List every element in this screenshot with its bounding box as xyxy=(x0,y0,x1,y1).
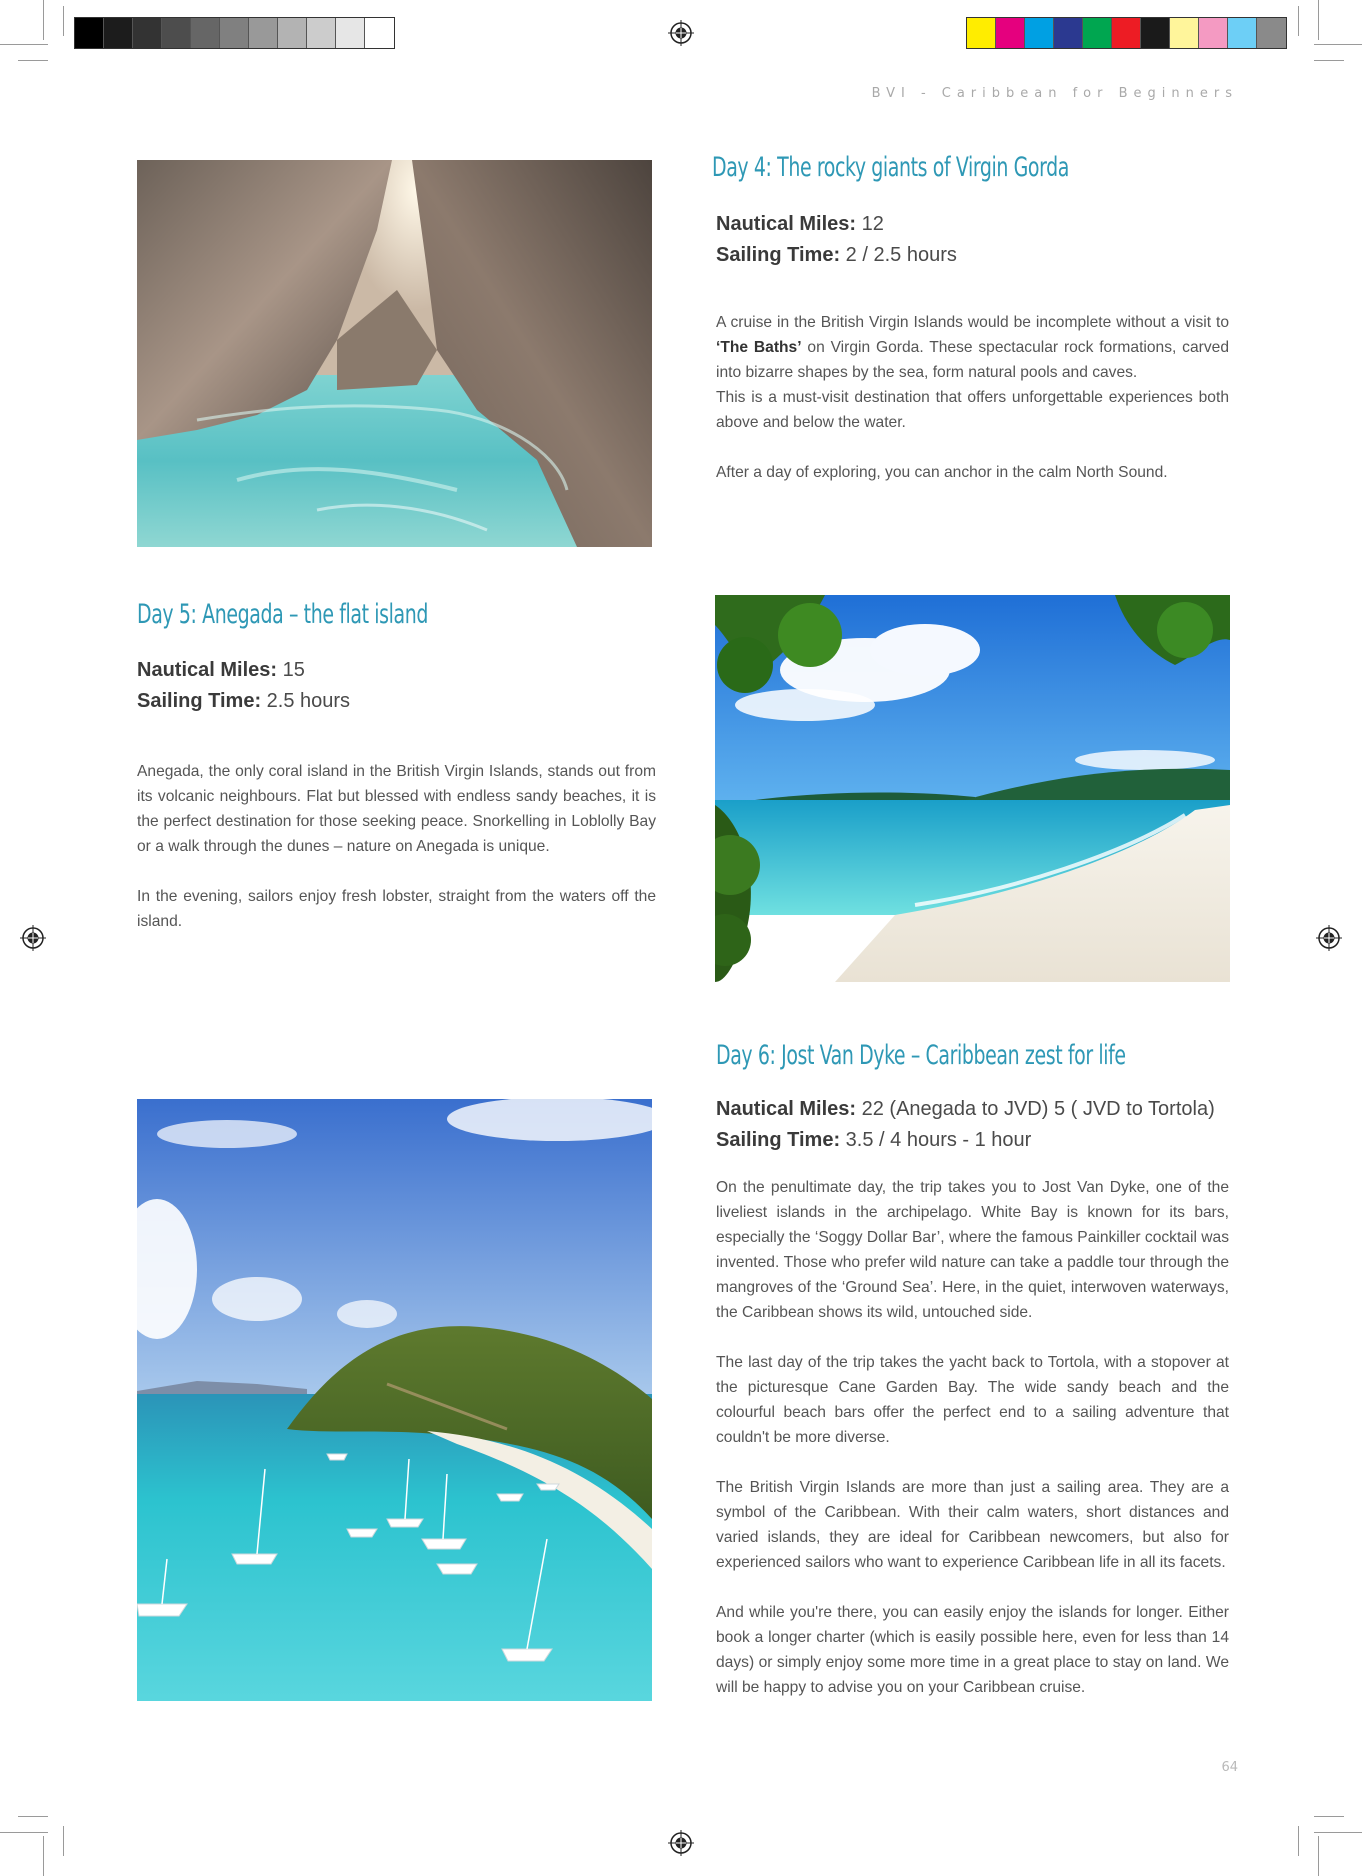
page-number: 64 xyxy=(1221,1760,1238,1775)
day4-body xyxy=(716,310,1229,485)
day4-title: Day 4: The rocky giants of Virgin Gorda xyxy=(712,152,1070,183)
registration-mark-icon xyxy=(668,1830,694,1856)
day5-facts xyxy=(137,655,657,717)
day6-paragraph-2: The last day of the trip takes the yacht back to Tortola, with a stopover at the picturesque Cane Garden Bay. The wide sandy beach and the colourful beach bars offer the perfect end to a sailing adventure that couldn't be more diverse. xyxy=(716,1354,1229,1446)
day5-paragraph-2: In the evening, sailors enjoy fresh lobster, straight from the waters off the island. xyxy=(137,888,656,930)
sailing-time-label: Sailing Time: xyxy=(137,690,262,712)
calibration-swatch xyxy=(191,18,220,48)
sailing-time-value: 3.5 / 4 hours - 1 hour xyxy=(845,1129,1032,1151)
day4-nautical-miles xyxy=(716,209,1236,240)
calibration-swatch xyxy=(1112,18,1141,48)
sailing-time-value: 2.5 hours xyxy=(266,690,351,712)
text-run: A cruise in the British Virgin Islands would be incomplete without a visit to xyxy=(716,314,1229,331)
crop-mark xyxy=(18,60,48,61)
crop-mark xyxy=(43,1836,44,1876)
crop-mark xyxy=(0,1832,48,1833)
day6-nautical-miles xyxy=(716,1094,1246,1125)
crop-mark xyxy=(63,6,64,36)
crop-mark xyxy=(18,1816,48,1817)
calibration-swatch xyxy=(1199,18,1228,48)
nautical-miles-label: Nautical Miles: xyxy=(716,1098,857,1120)
crop-mark xyxy=(1314,1832,1362,1833)
calibration-swatch xyxy=(307,18,336,48)
calibration-swatch xyxy=(278,18,307,48)
day5-paragraph-1: Anegada, the only coral island in the British Virgin Islands, stands out from its volcanic neighbours. Flat but blessed with endless sandy beaches, it is the perfect destination for those seeking peace. Snorkelling in Loblolly Bay or a walk through the dunes – nature on Anegada is unique. xyxy=(137,763,656,855)
calibration-swatch xyxy=(967,18,996,48)
day5-title: Day 5: Anegada – the flat island xyxy=(137,599,428,630)
crop-mark xyxy=(63,1826,64,1856)
day6-title: Day 6: Jost Van Dyke – Caribbean zest for life xyxy=(716,1040,1126,1071)
text-run: This is a must-visit destination that offers unforgettable experiences both above and below the water. xyxy=(716,389,1229,431)
day4-paragraph-2: After a day of exploring, you can anchor in the calm North Sound. xyxy=(716,464,1168,481)
day6-facts xyxy=(716,1094,1246,1156)
crop-mark xyxy=(1318,1836,1319,1876)
crop-mark xyxy=(1314,44,1362,45)
day5-sailing-time xyxy=(137,686,657,717)
calibration-swatch xyxy=(1083,18,1112,48)
sailing-time-label: Sailing Time: xyxy=(716,1129,841,1151)
sailing-time-value: 2 / 2.5 hours xyxy=(845,244,957,266)
grayscale-calibration-bar xyxy=(74,17,395,49)
crop-mark xyxy=(1298,1826,1299,1856)
nautical-miles-value: 15 xyxy=(282,659,305,681)
anegada-beach-photo xyxy=(715,595,1230,982)
sailing-time-label: Sailing Time: xyxy=(716,244,841,266)
crop-mark xyxy=(1314,1816,1344,1817)
nautical-miles-label: Nautical Miles: xyxy=(716,213,857,235)
crop-mark xyxy=(1314,60,1344,61)
registration-mark-icon xyxy=(20,925,46,951)
jost-van-dyke-bay-photo xyxy=(137,1099,652,1701)
day6-paragraph-3: The British Virgin Islands are more than just a sailing area. They are a symbol of the Caribbean. With their calm waters, short distances and varied islands, they are ideal for Caribbean newcomers, but also for experienced sailors who want to experience Caribbean life in all its facets. xyxy=(716,1479,1229,1571)
day4-sailing-time xyxy=(716,240,1236,271)
crop-mark xyxy=(0,44,48,45)
calibration-swatch xyxy=(1054,18,1083,48)
day4-paragraph-1 xyxy=(716,310,1229,435)
calibration-swatch xyxy=(75,18,104,48)
day6-body xyxy=(716,1175,1229,1700)
day6-paragraph-1: On the penultimate day, the trip takes you to Jost Van Dyke, one of the liveliest islands in the archipelago. White Bay is known for its bars, especially the ‘Soggy Dollar Bar’, where the famous Painkiller cocktail was invented. Those who prefer wild nature can take a paddle tour through the mangroves of the ‘Ground Sea’. Here, in the quiet, interwoven waterways, the Caribbean shows its wild, untouched side. xyxy=(716,1179,1229,1321)
day6-paragraph-4: And while you're there, you can easily enjoy the islands for longer. Either book a longer charter (which is easily possible here, even for less than 14 days) or simply enjoy some more time in a great place to stay on land. We will be happy to advise you on your Caribbean cruise. xyxy=(716,1604,1229,1696)
crop-mark xyxy=(43,0,44,40)
nautical-miles-value: 12 xyxy=(861,213,884,235)
calibration-swatch xyxy=(1141,18,1170,48)
calibration-swatch xyxy=(104,18,133,48)
color-calibration-bar xyxy=(966,17,1287,49)
calibration-swatch xyxy=(220,18,249,48)
day5-nautical-miles xyxy=(137,655,657,686)
calibration-swatch xyxy=(249,18,278,48)
calibration-swatch xyxy=(1025,18,1054,48)
calibration-swatch xyxy=(1170,18,1199,48)
crop-mark xyxy=(1318,0,1319,40)
nautical-miles-label: Nautical Miles: xyxy=(137,659,278,681)
calibration-swatch xyxy=(162,18,191,48)
calibration-swatch xyxy=(1257,18,1286,48)
calibration-swatch xyxy=(1228,18,1257,48)
day6-sailing-time xyxy=(716,1125,1246,1156)
baths-rock-cave-photo xyxy=(137,160,652,547)
nautical-miles-value: 22 (Anegada to JVD) 5 ( JVD to Tortola) xyxy=(861,1098,1215,1120)
day5-body xyxy=(137,759,656,934)
calibration-swatch xyxy=(365,18,394,48)
calibration-swatch xyxy=(336,18,365,48)
running-head: BVI - Caribbean for Beginners xyxy=(871,86,1238,101)
crop-mark xyxy=(1298,6,1299,36)
registration-mark-icon xyxy=(668,20,694,46)
the-baths-emphasis: ‘The Baths’ xyxy=(716,339,802,356)
calibration-swatch xyxy=(996,18,1025,48)
day4-facts xyxy=(716,209,1236,271)
registration-mark-icon xyxy=(1316,925,1342,951)
calibration-swatch xyxy=(133,18,162,48)
text-run: on Virgin Gorda. These spectacular rock formations, carved into bizarre shapes by the sea, form natural pools and caves. xyxy=(716,339,1229,381)
